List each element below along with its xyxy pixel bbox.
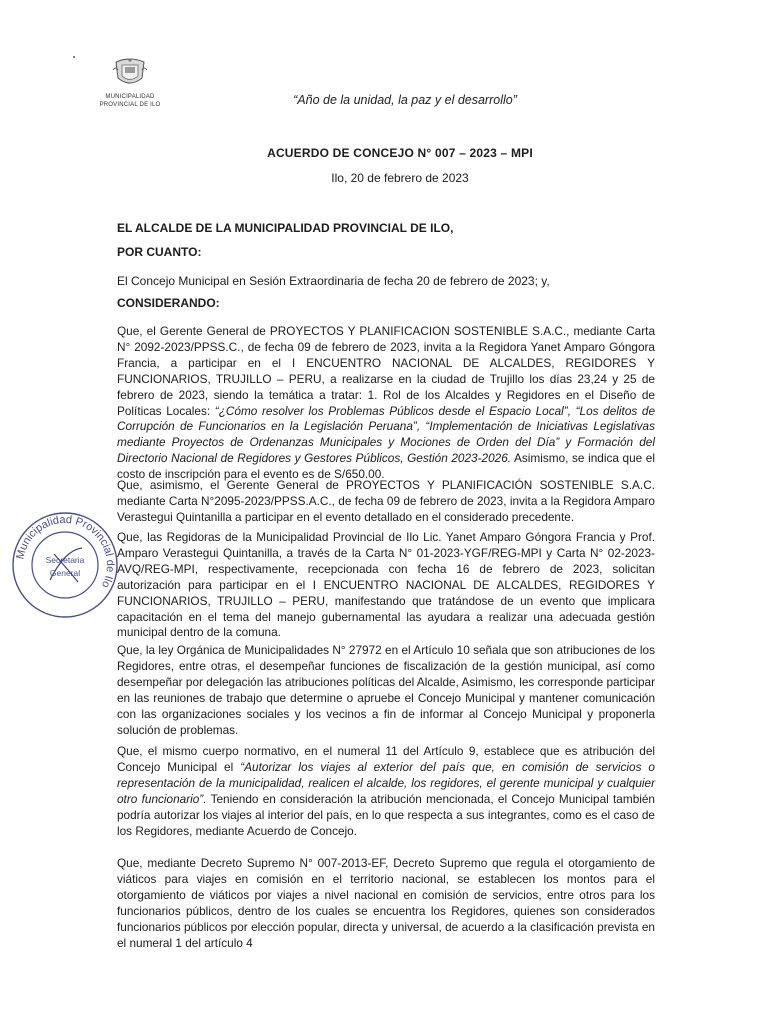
addressee-heading: EL ALCALDE DE LA MUNICIPALIDAD PROVINCIAL DE ILO,: [117, 221, 454, 235]
por-cuanto-heading: POR CUANTO:: [117, 245, 202, 259]
scan-speck: [73, 56, 75, 58]
considerando-paragraph-6: Que, mediante Decreto Supremo N° 007-2013-EF, Decreto Supremo que regula el otorgamiento de viáticos para viajes en comisión en el territorio nacional, se establecen los montos para el otorgamiento de viáticos por viajes a nivel nacional en comisión de servicios, entre otros para los funcionarios públicos, dentro de los cuales se encuentra los Regidores, quienes son considerados funcionarios públicos por elección popular, directa y universal, de acuerdo a la clasificación prevista en el numeral 1 del artículo 4: [117, 856, 655, 950]
document-date: Ilo, 20 de febrero de 2023: [331, 171, 469, 185]
document-title: ACUERDO DE CONCEJO N° 007 – 2023 – MPI: [267, 146, 533, 160]
svg-text:Municipalidad Provincial de Il: [14, 514, 116, 590]
considerando-paragraph-4: Que, la ley Orgánica de Municipalidades N° 27972 en el Artículo 10 señala que son atribuciones de los Regidores, entre otras, el desempeñar funciones de fiscalización de la gestión municipal, así como desempeñar por delegación las atribuciones políticas del Alcalde, Asimismo, les corresponde participar en las reuniones de trabajo que determine o apruebe el Concejo Municipal y mantener comunicación con las organizaciones sociales y los vecinos a fin de informar al Concejo Municipal y proponerla solución de problemas.: [117, 643, 655, 737]
considerando-paragraph-1: Que, el Gerente General de PROYECTOS Y PLANIFICACION SOSTENIBLE S.A.C., mediante Carta N° 2092-2023/PPSS.C., de fecha 09 de febrero de 2023, invita a la Regidora Yanet Amparo Góngora Francia, a participar en el I ENCUENTRO NACIONAL DE ALCALDES, REGIDORES Y FUNCIONARIOS, TRUJILLO – PERU, a realizarse en la ciudad de Trujillo los días 23,24 y 25 de febrero de 2023, siendo la temática a tratar: 1. Rol de los Alcaldes y Regidores en el Diseño de Políticas Locales: “¿Cómo resolver los Problemas Públicos desde el Espacio Local”, “Los delitos de Corrupción de Funcionarios en la Legislación Peruana”, “Implementación de Iniciativas Legislativas mediante Proyectos de Ordenanzas Municipales y Mociones de Orden del Día” y Formación del Directorio Nacional de Regidores y Gestores Públicos, Gestión 2023-2026. Asimismo, se indica que el costo de inscripción para el evento es de S/650.00.: [117, 324, 656, 482]
coat-of-arms-icon: [112, 56, 148, 88]
year-motto: “Año de la unidad, la paz y el desarrollo”: [293, 93, 517, 107]
municipality-name: MUNICIPALIDAD PROVINCIAL DE ILO: [99, 94, 161, 108]
considerando-paragraph-2: Que, asimismo, el Gerente General de PROYECTOS Y PLANIFICACIÓN SOSTENIBLE S.A.C. mediante Carta N°2095-2023/PPSS.A.C., de fecha 09 de febrero de 2023, invita a la Regidora Amparo Verastegui Quintanilla a participar en el evento detallado en el considerado precedente.: [117, 478, 655, 524]
considerando-paragraph-3: Que, las Regidoras de la Municipalidad Provincial de Ilo Lic. Yanet Amparo Góngora Francia y Prof. Amparo Verastegui Quintanilla, a través de la Carta N° 01-2023-YGF/REG-MPI y Carta N° 02-2023-AVQ/REG-MPI, respectivamente, recepcionada con fecha 16 de febrero de 2023, solicitan autorización para participar en el I ENCUENTRO NACIONAL DE ALCALDES, REGIDORES Y FUNCIONARIOS, TRUJILLO – PERU, manifestando que tratándose de un evento que implicara capacitación en el tema del manejo gubernamental las ayudara a realizar una adecuada gestión municipal dentro de la comuna.: [117, 530, 655, 640]
session-line: El Concejo Municipal en Sesión Extraordinaria de fecha 20 de febrero de 2023; y,: [117, 274, 550, 288]
seal-center-top: Secretaria: [45, 555, 85, 565]
considerando-paragraph-5: Que, el mismo cuerpo normativo, en el numeral 11 del Artículo 9, establece que es atribución del Concejo Municipal el “Autorizar los viajes al exterior del país que, en comisión de servicios o representación de la municipalidad, realicen el alcalde, los regidores, el gerente municipal y cualquier otro funcionario”. Teniendo en consideración la atribución mencionada, el Concejo Municipal también podría autorizar los viajes al interior del país, en lo que respecta a sus integrantes, como es el caso de los Regidores, mediante Acuerdo de Concejo.: [117, 744, 655, 838]
secretaria-general-seal: [10, 510, 120, 620]
seal-center-bottom: General: [49, 568, 81, 578]
considerando-heading: CONSIDERANDO:: [117, 296, 220, 310]
seal-ring-text: Municipalidad Provincial de Ilo: [14, 513, 117, 590]
